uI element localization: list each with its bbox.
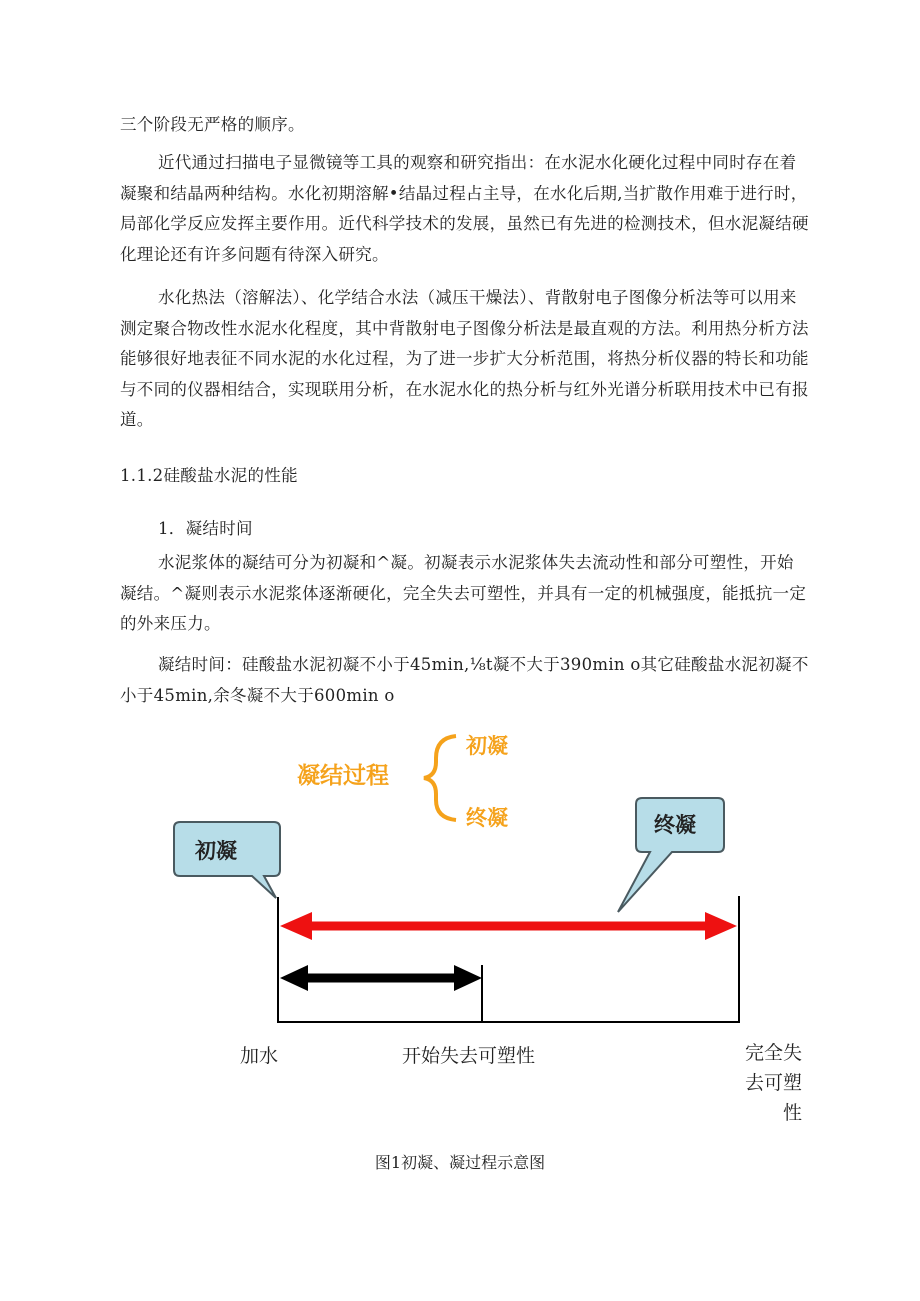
- label-complete-line-2: 去可塑: [744, 1072, 802, 1094]
- final-setting-arrow-right-head: [705, 912, 737, 940]
- branch-initial-label: 初凝: [466, 734, 508, 758]
- paragraph-hydration-methods: 水化热法（溶解法）、化学结合水法（减压干燥法）、背散射电子图像分析法等可以用来测定聚合物改性水泥水化程度，其中背散射电子图像分析法是最直观的方法。利用热分析方法能够很好地表征不同水泥的水化过程，为了进一步扩大分析范围，将热分析仪器的特长和功能与不同的仪器相结合，实现联用分析，在水泥水化的热分析与红外光谱分析联用技术中已有报道。: [120, 288, 809, 429]
- paragraph-setting-definition: 水泥浆体的凝结可分为初凝和^凝。初凝表示水泥浆体失去流动性和部分可塑性，开始凝结。^凝则表示水泥浆体逐渐硬化，完全失去可塑性，并具有一定的机械强度，能抵抗一定的外来压力。: [120, 553, 807, 633]
- label-complete-line-3: 性: [782, 1102, 802, 1124]
- paragraph-setting-time: 凝结时间：硅酸盐水泥初凝不小于45min,⅛t凝不大于390min o其它硅酸盐水泥初凝不小于45min,余冬凝不大于600min o: [120, 655, 809, 705]
- process-title: 凝结过程: [297, 763, 389, 789]
- section-heading: 1.1.2硅酸盐水泥的性能: [120, 466, 298, 485]
- callout-final-text: 终凝: [654, 812, 696, 837]
- brace-icon: [424, 736, 456, 820]
- label-complete-line-1: 完全失: [744, 1042, 802, 1064]
- initial-setting-arrow-right-head: [454, 965, 482, 991]
- subsection-heading: 1．凝结时间: [158, 519, 253, 538]
- initial-setting-arrow-left-head: [280, 965, 308, 991]
- callout-initial-text: 初凝: [195, 838, 237, 863]
- paragraph-sem-research: 近代通过扫描电子显微镜等工具的观察和研究指出：在水泥水化硬化过程中同时存在着凝聚和结晶两种结构。水化初期溶解•结晶过程占主导，在水化后期,当扩散作用难于进行时，局部化学反应发挥主要作用。近代科学技术的发展，虽然已有先进的检测技术，但水泥凝结硬化理论还有许多问题有待深入研究。: [120, 153, 809, 264]
- figure-caption: 图1初凝、凝过程示意图: [374, 1153, 546, 1172]
- label-start-losing-plasticity: 开始失去可塑性: [402, 1045, 536, 1067]
- label-add-water: 加水: [240, 1045, 279, 1067]
- label-complete-loss-plasticity: [742, 1038, 802, 1128]
- branch-final-label: 终凝: [466, 806, 508, 830]
- paragraph-intro: 三个阶段无严格的顺序。: [120, 115, 305, 134]
- final-setting-arrow-left-head: [280, 912, 312, 940]
